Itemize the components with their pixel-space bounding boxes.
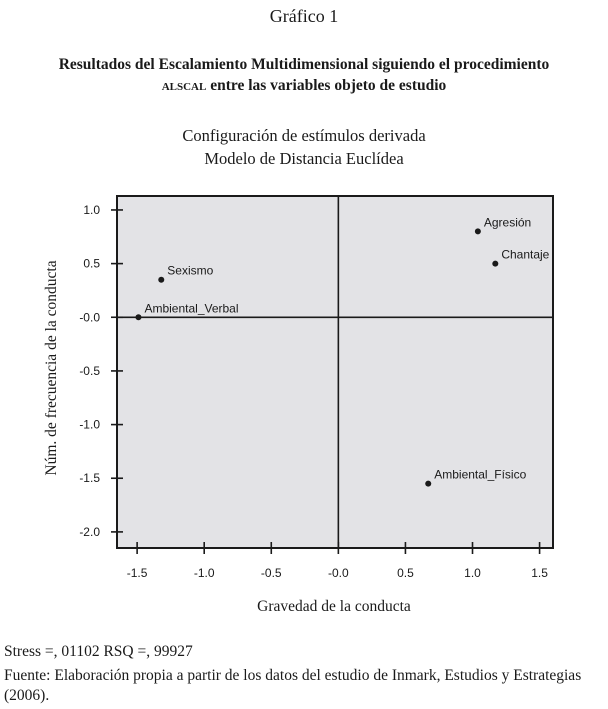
data-point [475, 228, 481, 234]
data-point [492, 261, 498, 267]
data-point [135, 314, 141, 320]
data-point-label: Sexismo [167, 263, 214, 278]
y-axis-label: Núm. de frecuencia de la conducta [43, 260, 60, 476]
figure-title [0, 54, 608, 96]
data-point [425, 481, 431, 487]
x-tick-label: 1.5 [531, 566, 548, 580]
figure-label: Gráfico 1 [269, 6, 339, 26]
plot-area [117, 196, 553, 548]
figure-title-acronym: alscal [161, 77, 207, 94]
stress-rsq-stats: Stress =, 01102 RSQ =, 99927 [4, 643, 193, 660]
y-tick-label: -0.0 [79, 310, 100, 325]
x-tick-label: -1.0 [193, 566, 215, 580]
x-tick-label: -0.0 [328, 566, 349, 580]
chart-subtitle: Modelo de Distancia Euclídea [204, 149, 404, 168]
data-point [158, 277, 164, 283]
y-tick-label: 0.5 [83, 256, 100, 271]
data-point-label: Ambiental_Físico [434, 467, 527, 482]
figure-title-line2-rest: entre las variables objeto de estudio [206, 77, 447, 94]
data-point-label: Agresión [483, 215, 532, 230]
x-tick-label: -0.5 [260, 566, 282, 580]
data-point-label: Ambiental_Verbal [144, 301, 239, 316]
x-tick-label: 0.5 [397, 566, 414, 580]
data-point-label: Chantaje [501, 247, 550, 262]
y-tick-label: -0.5 [79, 363, 100, 378]
x-tick-label: 1.0 [464, 566, 481, 580]
y-tick-label: -1.0 [79, 417, 100, 432]
y-tick-label: -2.0 [79, 524, 100, 539]
figure-title-line1: Resultados del Escalamiento Multidimensional siguiendo el procedimiento [58, 56, 550, 73]
x-tick-label: -1.5 [126, 566, 148, 580]
y-tick-label: 1.0 [83, 202, 100, 217]
scatter-chart [0, 180, 608, 590]
figure-title-line2 [0, 75, 608, 96]
source-note: Fuente: Elaboración propia a partir de los datos del estudio de Inmark, Estudios y Estrategias (2006). [4, 667, 582, 704]
y-tick-label: -1.5 [79, 471, 100, 486]
chart-title: Configuración de estímulos derivada [182, 126, 426, 145]
chart-title-block [0, 124, 608, 170]
x-axis-label: Gravedad de la conducta [257, 598, 411, 615]
